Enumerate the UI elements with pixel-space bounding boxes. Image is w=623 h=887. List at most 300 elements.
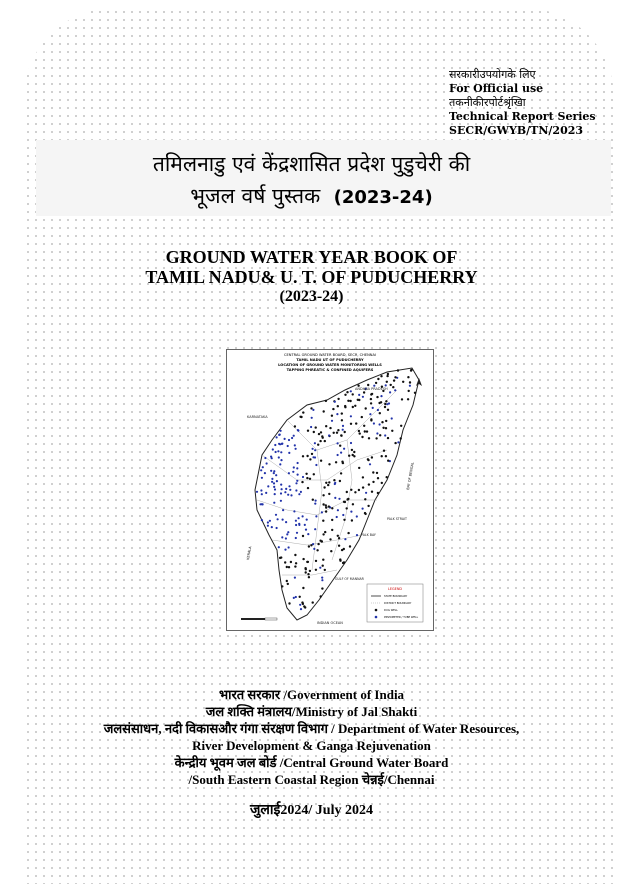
dug-well-marker	[364, 512, 366, 514]
piezometer-well-marker	[281, 536, 283, 538]
piezometer-well-marker	[314, 528, 316, 530]
piezometer-well-marker	[409, 385, 411, 387]
dug-well-marker	[319, 540, 321, 542]
piezometer-well-marker	[334, 497, 336, 499]
dug-well-marker	[305, 473, 307, 475]
publication-date: जुलाई2024/ July 2024	[250, 803, 373, 818]
piezometer-well-marker	[337, 509, 339, 511]
piezometer-well-marker	[267, 521, 269, 523]
piezometer-well-marker	[288, 452, 290, 454]
dug-well-marker	[325, 510, 327, 512]
piezometer-well-marker	[287, 494, 289, 496]
piezometer-well-marker	[343, 448, 345, 450]
piezometer-well-marker	[276, 436, 278, 438]
map-header-3: LOCATION OF GROUND WATER MONITORING WELLS	[278, 363, 382, 367]
piezometer-well-marker	[313, 548, 315, 550]
piezometer-well-marker	[377, 409, 379, 411]
label-kerala: KERALA	[246, 546, 253, 561]
piezometer-well-marker	[362, 396, 364, 398]
piezometer-well-marker	[296, 467, 298, 469]
piezometer-well-marker	[307, 533, 309, 535]
label-gulf-of-mannar: GULF OF MANNAR	[335, 577, 364, 581]
piezometer-well-marker	[270, 456, 272, 458]
piezometer-well-marker	[269, 520, 271, 522]
hindi-title-line2	[0, 180, 623, 214]
footer-line-ministry: जल शक्ति मंत्रालय/Ministry of Jal Shakti	[205, 704, 418, 719]
dug-well-marker	[328, 505, 330, 507]
dug-well-marker	[352, 454, 354, 456]
piezometer-well-marker	[261, 493, 263, 495]
piezometer-well-marker	[271, 526, 273, 528]
dug-well-marker	[371, 456, 373, 458]
piezometer-well-marker	[295, 448, 297, 450]
dug-well-marker	[386, 375, 388, 377]
english-title-line2: TAMIL NADU& U. T. OF PUDUCHERRY	[145, 267, 478, 287]
dug-well-marker	[299, 416, 301, 418]
dug-well-marker	[308, 576, 310, 578]
piezometer-well-marker	[310, 426, 312, 428]
legend-title: LEGEND	[388, 587, 402, 591]
dug-well-marker	[309, 458, 311, 460]
dug-well-marker	[305, 571, 307, 573]
dug-well-marker	[387, 373, 389, 375]
piezometer-well-marker	[273, 472, 275, 474]
dug-well-marker	[306, 455, 308, 457]
dug-well-marker	[321, 435, 323, 437]
piezometer-well-marker	[388, 402, 390, 404]
piezometer-well-marker	[295, 520, 297, 522]
dug-well-marker	[304, 567, 306, 569]
piezometer-well-marker	[274, 493, 276, 495]
dug-well-marker	[400, 437, 402, 439]
dug-well-marker	[354, 491, 356, 493]
dug-well-marker	[375, 382, 377, 384]
piezometer-well-marker	[272, 448, 274, 450]
dug-well-marker	[294, 425, 296, 427]
dug-well-marker	[295, 562, 297, 564]
piezometer-well-marker	[350, 390, 352, 392]
dug-well-marker	[377, 378, 379, 380]
dug-well-marker	[337, 535, 339, 537]
dug-well-marker	[390, 384, 392, 386]
piezometer-well-marker	[260, 469, 262, 471]
dug-well-marker	[290, 561, 292, 563]
dug-well-marker	[331, 519, 333, 521]
piezometer-well-marker	[344, 538, 346, 540]
piezometer-well-marker	[298, 524, 300, 526]
dug-well-marker	[286, 580, 288, 582]
dug-well-marker	[327, 484, 329, 486]
piezometer-well-marker	[278, 546, 280, 548]
dug-well-marker	[348, 455, 350, 457]
dug-well-marker	[370, 398, 372, 400]
dug-well-marker	[350, 423, 352, 425]
dug-well-marker	[317, 444, 319, 446]
dug-well-marker	[341, 419, 343, 421]
piezometer-well-marker	[273, 502, 275, 504]
piezometer-well-marker	[277, 450, 279, 452]
label-indian-ocean: INDIAN OCEAN	[317, 621, 343, 625]
dug-well-marker	[337, 429, 339, 431]
dug-well-marker	[358, 430, 360, 432]
dug-well-marker	[324, 531, 326, 533]
dug-well-marker	[323, 486, 325, 488]
dug-well-marker	[317, 543, 319, 545]
dug-well-marker	[346, 507, 348, 509]
label-palk-bay: PALK BAY	[361, 533, 376, 537]
dug-well-marker	[352, 503, 354, 505]
piezometer-well-marker	[285, 521, 287, 523]
dug-well-marker	[341, 412, 343, 414]
dug-well-marker	[322, 503, 324, 505]
piezometer-well-marker	[338, 498, 340, 500]
dug-well-marker	[287, 583, 289, 585]
piezometer-well-marker	[276, 480, 278, 482]
dug-well-marker	[380, 401, 382, 403]
dug-well-marker	[340, 434, 342, 436]
dug-well-marker	[342, 462, 344, 464]
piezometer-well-marker	[274, 444, 276, 446]
dug-well-marker	[344, 406, 346, 408]
piezometer-well-marker	[315, 464, 317, 466]
dug-well-marker	[365, 407, 367, 409]
dug-well-marker	[394, 442, 396, 444]
piezometer-well-marker	[331, 420, 333, 422]
dug-well-marker	[340, 472, 342, 474]
hindi-title-line1: तमिलनाडु एवं केंद्रशासित प्रदेश पुडुचेरी की	[152, 152, 471, 176]
piezometer-well-marker	[280, 492, 282, 494]
piezometer-well-marker	[356, 534, 358, 536]
piezometer-well-marker	[369, 463, 371, 465]
piezometer-well-marker	[342, 429, 344, 431]
piezometer-well-marker	[271, 481, 273, 483]
dug-well-marker	[321, 587, 323, 589]
piezometer-well-marker	[299, 604, 301, 606]
dug-well-marker	[407, 376, 409, 378]
dug-well-marker	[306, 561, 308, 563]
footer-organization	[0, 686, 623, 788]
dug-well-marker	[339, 480, 341, 482]
piezometer-well-marker	[397, 441, 399, 443]
piezometer-well-marker	[291, 437, 293, 439]
dug-well-marker	[322, 494, 324, 496]
dug-well-marker	[329, 538, 331, 540]
dug-well-marker	[307, 487, 309, 489]
dug-well-marker	[315, 560, 317, 562]
dug-well-marker	[320, 460, 322, 462]
dug-well-marker	[310, 407, 312, 409]
dug-well-marker	[385, 455, 387, 457]
dug-well-marker	[361, 416, 363, 418]
piezometer-well-marker	[297, 474, 299, 476]
hindi-title-year: (2023-24)	[333, 187, 433, 208]
dug-well-marker	[312, 601, 314, 603]
piezometer-well-marker	[298, 517, 300, 519]
piezometer-well-marker	[321, 577, 323, 579]
piezometer-well-marker	[337, 442, 339, 444]
dug-well-marker	[322, 565, 324, 567]
piezometer-well-marker	[389, 391, 391, 393]
dug-well-marker	[325, 506, 327, 508]
map-legend	[367, 584, 423, 622]
dug-well-marker	[347, 532, 349, 534]
dug-well-marker	[387, 409, 389, 411]
piezometer-well-marker	[295, 596, 297, 598]
piezometer-well-marker	[300, 491, 302, 493]
dug-well-marker	[386, 476, 388, 478]
dug-well-marker	[337, 405, 339, 407]
piezometer-well-marker	[288, 472, 290, 474]
piezometer-well-marker	[315, 515, 317, 517]
english-title	[0, 247, 623, 307]
dug-well-marker	[384, 406, 386, 408]
piezometer-well-marker	[267, 485, 269, 487]
dug-well-marker	[324, 440, 326, 442]
piezometer-well-marker	[278, 443, 280, 445]
piezometer-well-marker	[267, 525, 269, 527]
piezometer-well-marker	[284, 438, 286, 440]
dug-well-marker	[370, 418, 372, 420]
piezometer-well-marker	[281, 443, 283, 445]
piezometer-well-marker	[286, 533, 288, 535]
legend-item-district: DISTRICT BOUNDARY	[384, 602, 412, 605]
dug-well-marker	[302, 603, 304, 605]
piezometer-well-marker	[260, 489, 262, 491]
dug-well-marker	[368, 437, 370, 439]
official-use-block	[449, 68, 599, 138]
dug-well-marker	[364, 430, 366, 432]
dug-well-marker	[352, 406, 354, 408]
dug-well-marker	[349, 545, 351, 547]
piezometer-well-marker	[356, 515, 358, 517]
dug-well-marker	[315, 426, 317, 428]
dug-well-marker	[400, 425, 402, 427]
dug-well-marker	[402, 381, 404, 383]
label-palk-strait: PALK STRAIT	[387, 517, 407, 521]
dug-well-marker	[372, 471, 374, 473]
hindi-title-line2-text: भूजल वर्ष पुस्तक	[190, 184, 321, 208]
piezometer-well-marker	[262, 503, 264, 505]
footer-line-river: River Development & Ganga Rejuvenation	[192, 738, 431, 753]
piezometer-well-marker	[264, 457, 266, 459]
piezometer-well-marker	[266, 462, 268, 464]
dug-well-marker	[335, 461, 337, 463]
dug-well-marker	[306, 477, 308, 479]
dug-well-marker	[303, 605, 305, 607]
dug-well-marker	[409, 381, 411, 383]
piezometer-well-marker	[321, 511, 323, 513]
dug-well-marker	[401, 398, 403, 400]
map-header-4: TAPPING PHREATIC & CONFINED AQUIFERS	[286, 368, 374, 372]
piezometer-well-marker	[334, 401, 336, 403]
dug-well-marker	[377, 492, 379, 494]
dug-well-marker	[331, 415, 333, 417]
piezometer-well-marker	[379, 423, 381, 425]
piezometer-well-marker	[280, 451, 282, 453]
dug-well-marker	[366, 430, 368, 432]
dug-well-marker	[315, 569, 317, 571]
dug-well-marker	[309, 570, 311, 572]
dug-well-marker	[377, 477, 379, 479]
piezometer-well-marker	[384, 434, 386, 436]
dug-well-marker	[331, 507, 333, 509]
dug-well-marker	[341, 549, 343, 551]
piezometer-well-marker	[295, 524, 297, 526]
hindi-official-use: सरकारीउपयोगके लिए	[449, 68, 536, 81]
piezometer-well-marker	[261, 477, 263, 479]
dug-well-marker	[338, 537, 340, 539]
dug-well-marker	[362, 486, 364, 488]
dug-well-marker	[311, 453, 313, 455]
dug-well-marker	[328, 481, 330, 483]
dug-well-marker	[332, 408, 334, 410]
dug-well-marker	[328, 493, 330, 495]
piezometer-well-marker	[275, 474, 277, 476]
dug-well-marker	[320, 431, 322, 433]
dug-well-marker	[322, 559, 324, 561]
dug-well-marker	[331, 529, 333, 531]
dug-well-marker	[394, 376, 396, 378]
dug-well-marker	[376, 396, 378, 398]
scale-bar	[241, 618, 277, 620]
dug-well-marker	[347, 400, 349, 402]
piezometer-well-marker	[288, 546, 290, 548]
legend-item-piezometer: PIEZOMETER / TUBE WELL	[384, 616, 419, 619]
piezometer-well-marker	[293, 435, 295, 437]
dug-well-marker	[385, 427, 387, 429]
piezometer-well-marker	[265, 492, 267, 494]
piezometer-well-marker	[394, 389, 396, 391]
dug-well-marker	[280, 556, 282, 558]
dug-well-marker	[323, 410, 325, 412]
piezometer-well-marker	[302, 476, 304, 478]
dug-well-marker	[343, 519, 345, 521]
dug-well-marker	[302, 411, 304, 413]
dug-well-marker	[346, 498, 348, 500]
piezometer-well-marker	[288, 439, 290, 441]
dug-well-marker	[410, 369, 412, 371]
piezometer-well-marker	[273, 486, 275, 488]
piezometer-well-marker	[350, 511, 352, 513]
piezometer-well-marker	[287, 531, 289, 533]
dug-well-marker	[385, 420, 387, 422]
english-title-year: (2023-24)	[279, 288, 344, 305]
map-header-1: CENTRAL GROUND WATER BOARD, SECR, CHENNAI	[284, 353, 376, 357]
piezometer-well-marker	[350, 442, 352, 444]
piezometer-well-marker	[342, 425, 344, 427]
piezometer-well-marker	[284, 491, 286, 493]
piezometer-well-marker	[256, 491, 258, 493]
piezometer-well-marker	[275, 451, 277, 453]
piezometer-well-marker	[273, 482, 275, 484]
report-code: SECR/GWYB/TN/2023	[449, 124, 584, 137]
dug-well-marker	[344, 431, 346, 433]
dug-well-marker	[387, 460, 389, 462]
piezometer-well-marker	[295, 489, 297, 491]
piezometer-well-marker	[365, 492, 367, 494]
dug-well-marker	[385, 400, 387, 402]
dug-well-marker	[381, 421, 383, 423]
dug-well-marker	[358, 467, 360, 469]
piezometer-well-marker	[282, 509, 284, 511]
dug-well-marker	[301, 481, 303, 483]
english-title-line1: GROUND WATER YEAR BOOK OF	[165, 247, 458, 267]
dug-well-marker	[342, 562, 344, 564]
dug-well-marker	[354, 405, 356, 407]
dug-well-marker	[346, 391, 348, 393]
dug-well-marker	[313, 431, 315, 433]
dug-well-marker	[328, 463, 330, 465]
piezometer-well-marker	[319, 567, 321, 569]
dug-well-marker	[302, 535, 304, 537]
dug-well-marker	[281, 585, 283, 587]
dug-well-marker	[362, 476, 364, 478]
dug-well-marker	[310, 544, 312, 546]
dug-well-marker	[407, 398, 409, 400]
piezometer-well-marker	[342, 514, 344, 516]
dug-well-marker	[380, 375, 382, 377]
piezometer-well-marker	[279, 463, 281, 465]
piezometer-well-marker	[373, 422, 375, 424]
hindi-title	[0, 148, 623, 214]
dug-well-marker	[355, 422, 357, 424]
piezometer-well-marker	[281, 488, 283, 490]
piezometer-well-marker	[376, 432, 378, 434]
technical-report-series: Technical Report Series	[449, 110, 596, 123]
dug-well-marker	[294, 565, 296, 567]
piezometer-well-marker	[277, 518, 279, 520]
piezometer-well-marker	[380, 395, 382, 397]
dug-well-marker	[312, 499, 314, 501]
dug-well-marker	[370, 402, 372, 404]
dug-well-marker	[381, 482, 383, 484]
dug-well-marker	[325, 482, 327, 484]
dug-well-marker	[350, 489, 352, 491]
dug-well-marker	[339, 445, 341, 447]
dug-well-marker	[333, 479, 335, 481]
piezometer-well-marker	[285, 537, 287, 539]
legend-item-dugwell: DUG WELL	[384, 609, 398, 612]
dug-well-marker	[376, 472, 378, 474]
dug-well-marker	[338, 545, 340, 547]
dug-well-marker	[408, 390, 410, 392]
dug-well-marker	[363, 391, 365, 393]
piezometer-well-marker	[296, 480, 298, 482]
piezometer-well-marker	[275, 514, 277, 516]
hindi-report-series: तकनीकीरपोर्टश्रृंखिा	[449, 96, 526, 109]
dug-well-marker	[325, 400, 327, 402]
piezometer-well-marker	[274, 488, 276, 490]
piezometer-well-marker	[304, 524, 306, 526]
piezometer-well-marker	[369, 413, 371, 415]
piezometer-well-marker	[297, 430, 299, 432]
dug-well-marker	[325, 504, 327, 506]
dug-well-marker	[351, 449, 353, 451]
dug-well-marker	[333, 432, 335, 434]
legend-item-state: STATE BOUNDARY	[384, 595, 408, 598]
piezometer-well-marker	[312, 448, 314, 450]
piezometer-well-marker	[285, 488, 287, 490]
piezometer-well-marker	[294, 577, 296, 579]
dug-well-marker	[339, 560, 341, 562]
dug-well-marker	[307, 430, 309, 432]
piezometer-well-marker	[280, 430, 282, 432]
dug-well-marker	[309, 478, 311, 480]
footer-line-government: भारत सरकार /Government of India	[218, 687, 405, 702]
dug-well-marker	[384, 403, 386, 405]
map-header-2: TAMIL NADU UT OF PUDUCHERRY	[296, 358, 364, 362]
footer-line-cgwb: केन्द्रीय भूवम जल बोर्ड /Central Ground Water Board	[174, 755, 449, 770]
